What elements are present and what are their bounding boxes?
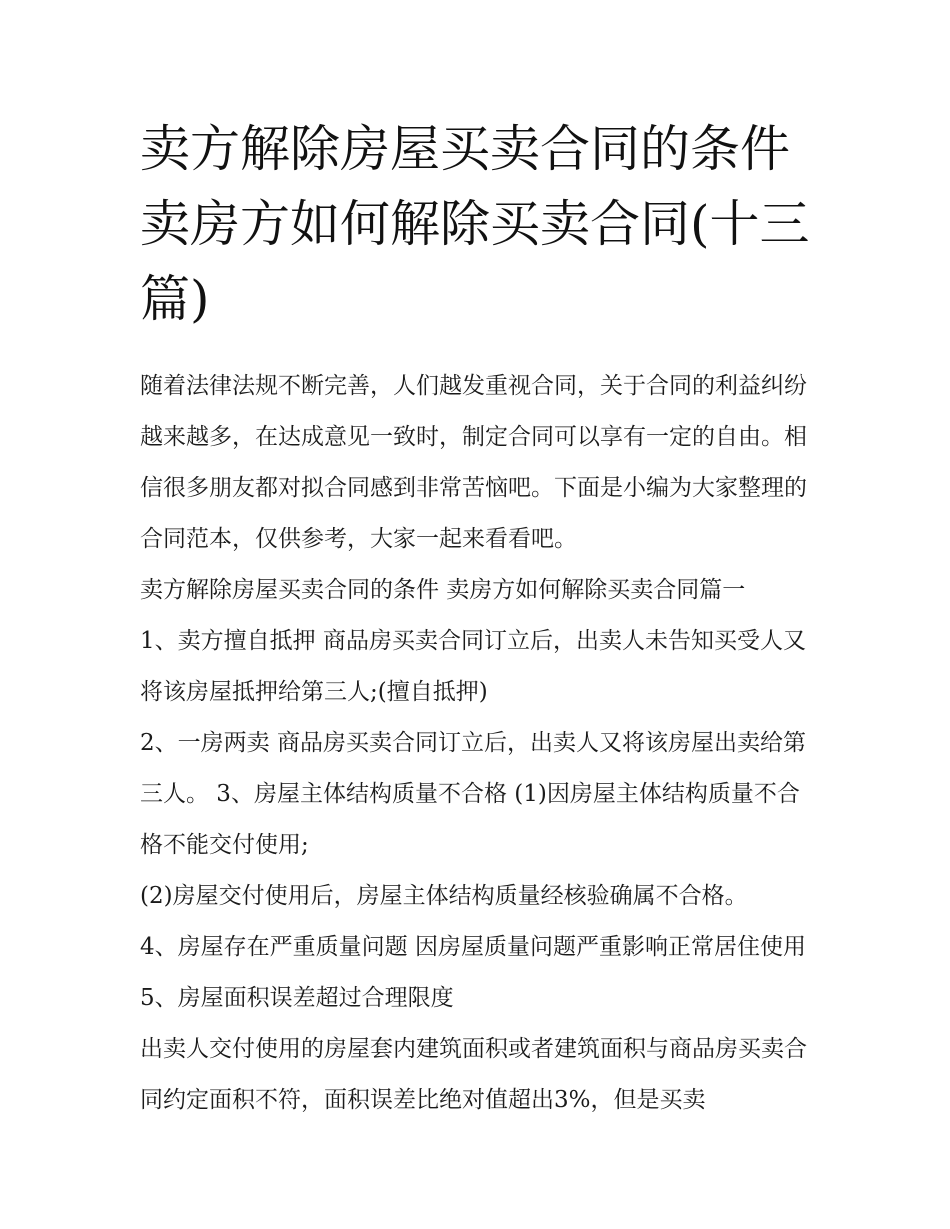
document-content xyxy=(140,112,812,1126)
paragraph-item-2-3: 2、一房两卖 商品房买卖合同订立后，出卖人又将该房屋出卖给第三人。 3、房屋主体结构质量不合格 (1)因房屋主体结构质量不合格不能交付使用; xyxy=(140,730,806,858)
paragraph-section-heading: 卖方解除房屋买卖合同的条件 卖房方如何解除买卖合同篇一 xyxy=(140,577,746,603)
document-body xyxy=(140,361,812,1126)
paragraph-item-1: 1、卖方擅自抵押 商品房买卖合同订立后，出卖人未告知买受人又将该房屋抵押给第三人;(擅自抵押) xyxy=(140,628,806,705)
document-title: 卖方解除房屋买卖合同的条件 卖房方如何解除买卖合同(十三篇) xyxy=(140,120,810,328)
paragraph-item-4-5: 4、房屋存在严重质量问题 因房屋质量问题严重影响正常居住使用 5、房屋面积误差超过合理限度 xyxy=(140,934,806,1011)
paragraph-intro: 随着法律法规不断完善，人们越发重视合同，关于合同的利益纠纷越来越多，在达成意见一致时，制定合同可以享有一定的自由。相信很多朋友都对拟合同感到非常苦恼吧。下面是小编为大家整理的合同范本，仅供参考，大家一起来看看吧。 xyxy=(140,373,807,552)
paragraph-area-error: 出卖人交付使用的房屋套内建筑面积或者建筑面积与商品房买卖合同约定面积不符，面积误差比绝对值超出3%，但是买卖 xyxy=(140,1036,807,1113)
paragraph-item-3-2: (2)房屋交付使用后，房屋主体结构质量经核验确属不合格。 xyxy=(140,883,748,909)
